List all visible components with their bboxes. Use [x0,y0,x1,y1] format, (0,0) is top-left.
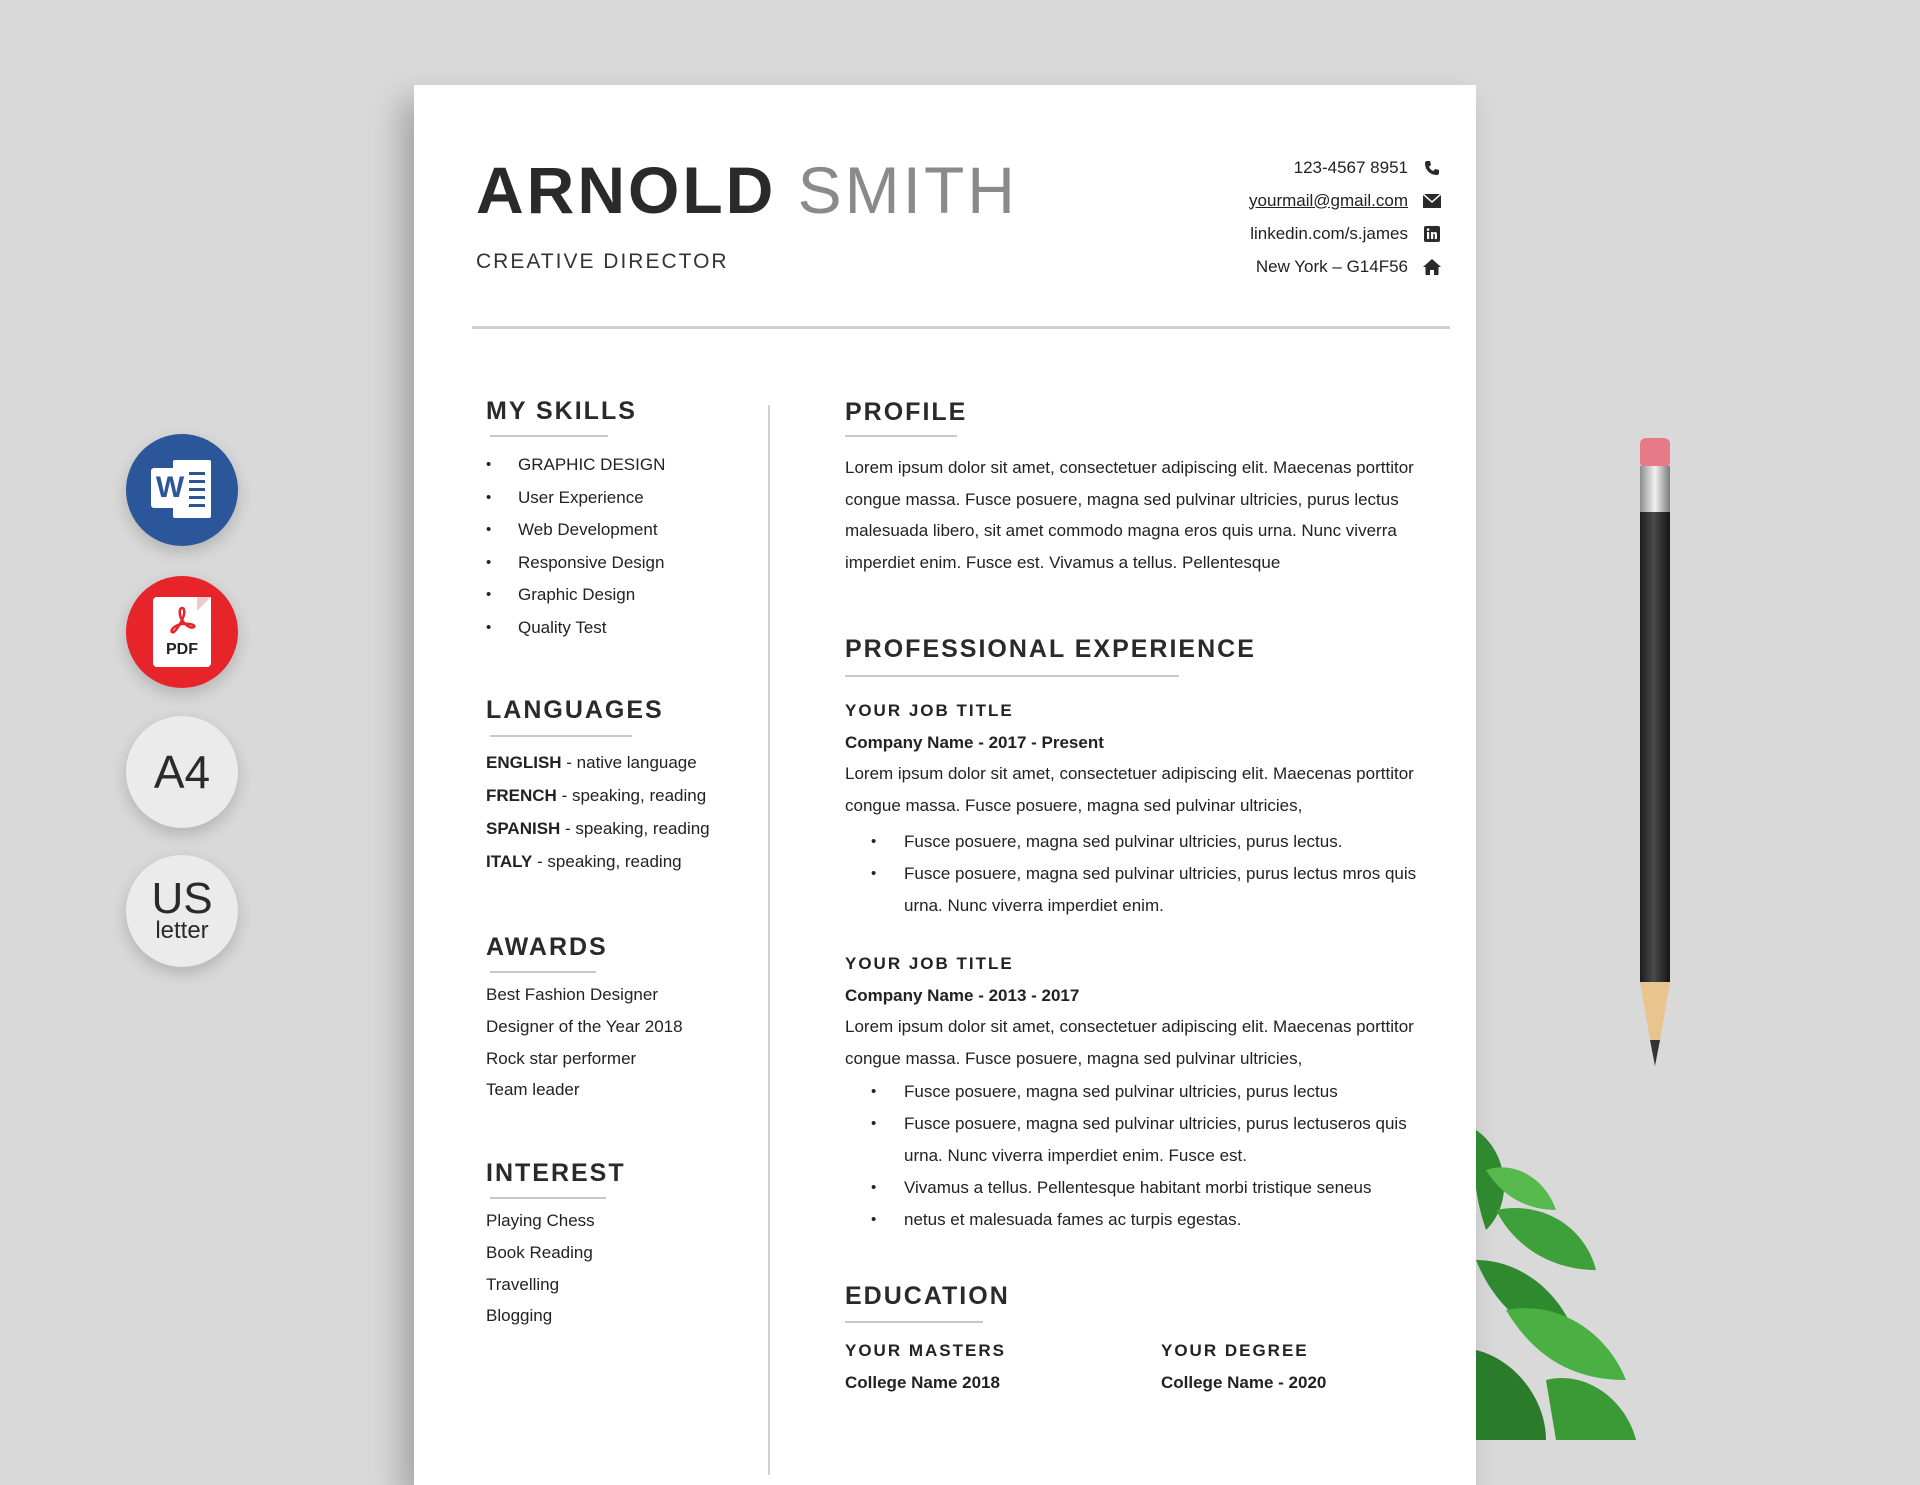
language-name: SPANISH [486,819,561,838]
address-text: New York – G14F56 [1255,256,1408,276]
list-item: • Responsive Design [486,547,665,580]
experience-underline [845,675,1179,677]
list-item: • Fusce posuere, magna sed pulvinar ultricies, purus lectuseros quis urna. Nunc viverra imperdiet enim. Fusce est. [845,1108,1445,1172]
header-divider [472,326,1450,329]
a4-format-badge[interactable] [126,716,238,828]
language-name: ITALY [486,852,533,871]
envelope-icon [1422,191,1442,211]
job-title: YOUR JOB TITLE [845,701,1014,720]
language-name: FRENCH [486,786,557,805]
skills-heading: MY SKILLS [486,397,637,425]
letter-label: letter [155,917,209,944]
list-item: • Quality Test [486,612,665,645]
candidate-role: CREATIVE DIRECTOR [476,250,729,273]
skills-list [486,449,665,645]
list-item: • Fusce posuere, magna sed pulvinar ultricies, purus lectus mros quis urna. Nunc viverra imperdiet enim. [845,858,1445,922]
list-item: Travelling [486,1274,560,1294]
education-underline [845,1321,983,1323]
pdf-format-badge[interactable] [126,576,238,688]
list-item: • netus et malesuada fames ac turpis egestas. [845,1204,1445,1236]
language-row [486,812,710,845]
school-line: College Name 2018 [845,1373,1000,1392]
education-heading: EDUCATION [845,1282,1010,1310]
profile-underline [845,435,957,437]
company-line: Company Name - 2017 - Present [845,733,1104,752]
last-name: SMITH [797,153,1018,227]
languages-list [486,746,710,878]
list-item: • Fusce posuere, magna sed pulvinar ultricies, purus lectus. [845,826,1445,858]
contact-address [1022,250,1442,283]
list-item: Rock star performer [486,1048,637,1068]
contact-email[interactable] [1022,184,1442,217]
language-level: - native language [561,753,697,772]
job-description: Lorem ipsum dolor sit amet, consectetuer adipiscing elit. Maecenas porttitor congue massa. Fusce posuere, magna sed pulvinar ultricies, [845,1017,1414,1068]
language-level: - speaking, reading [532,852,682,871]
experience-heading: PROFESSIONAL EXPERIENCE [845,635,1256,663]
list-item: Blogging [486,1306,553,1326]
linkedin-text[interactable]: linkedin.com/s.james [1250,223,1408,243]
word-format-badge[interactable] [126,434,238,546]
degree-title: YOUR DEGREE [1161,1341,1309,1360]
list-item: Best Fashion Designer [486,985,658,1004]
us-letter-format-badge[interactable] [126,855,238,967]
skills-underline [490,435,608,437]
awards-list [486,979,683,1106]
word-icon [151,458,213,522]
language-name: ENGLISH [486,753,562,772]
awards-underline [490,971,596,973]
phone-icon [1422,158,1442,178]
linkedin-icon [1422,224,1442,244]
list-item: • User Experience [486,482,665,515]
contact-linkedin[interactable] [1022,217,1442,250]
list-item: Team leader [486,1080,580,1100]
list-item: • Vivamus a tellus. Pellentesque habitant morbi tristique seneus [845,1172,1445,1204]
phone-text: 123-4567 8951 [1293,157,1408,177]
list-item: • GRAPHIC DESIGN [486,449,665,482]
school-line: College Name - 2020 [1161,1373,1327,1392]
profile-heading: PROFILE [845,398,968,426]
interest-heading: INTEREST [486,1159,626,1187]
column-divider [768,405,770,1475]
first-name: ARNOLD [476,153,777,227]
degree-title: YOUR MASTERS [845,1341,1006,1360]
pdf-icon [153,597,211,667]
list-item: • Fusce posuere, magna sed pulvinar ultricies, purus lectus [845,1076,1445,1108]
company-line: Company Name - 2013 - 2017 [845,986,1080,1005]
pencil-image [1638,438,1678,1077]
job-bullets [845,1076,1445,1236]
list-item: Designer of the Year 2018 [486,1016,683,1036]
job-bullets [845,826,1445,922]
language-row [486,746,710,779]
list-item: • Graphic Design [486,579,665,612]
language-level: - speaking, reading [556,786,707,805]
language-level: - speaking, reading [560,819,710,838]
language-row [486,845,710,878]
contact-block [1022,151,1442,283]
a4-label: A4 [153,746,211,798]
plant-image [1476,1110,1636,1445]
contact-phone [1022,151,1442,184]
list-item: • Web Development [486,514,665,547]
list-item: Book Reading [486,1242,593,1262]
resume-page [414,85,1476,1485]
pdf-label: PDF [166,641,198,658]
us-label: US [151,874,213,923]
awards-heading: AWARDS [486,933,608,961]
interest-list [486,1205,595,1332]
list-item: Playing Chess [486,1211,595,1230]
candidate-name [476,153,1018,227]
profile-text: Lorem ipsum dolor sit amet, consectetuer adipiscing elit. Maecenas porttitor congue massa. Fusce posuere, magna sed pulvinar ultricies, purus lectus malesuada libero, sit amet commodo magna eros quis urna. Nunc viverra imperdiet enim. Fusce est. Vivamus a tellus. Pellentesque [845,458,1414,572]
languages-heading: LANGUAGES [486,696,664,724]
interest-underline [490,1197,606,1199]
job-description: Lorem ipsum dolor sit amet, consectetuer adipiscing elit. Maecenas porttitor congue massa. Fusce posuere, magna sed pulvinar ultricies, [845,764,1414,815]
home-icon [1422,257,1442,277]
language-row [486,779,710,812]
languages-underline [490,735,632,737]
email-link[interactable]: yourmail@gmail.com [1249,190,1408,210]
word-letter: W [151,468,189,508]
job-title: YOUR JOB TITLE [845,954,1014,973]
